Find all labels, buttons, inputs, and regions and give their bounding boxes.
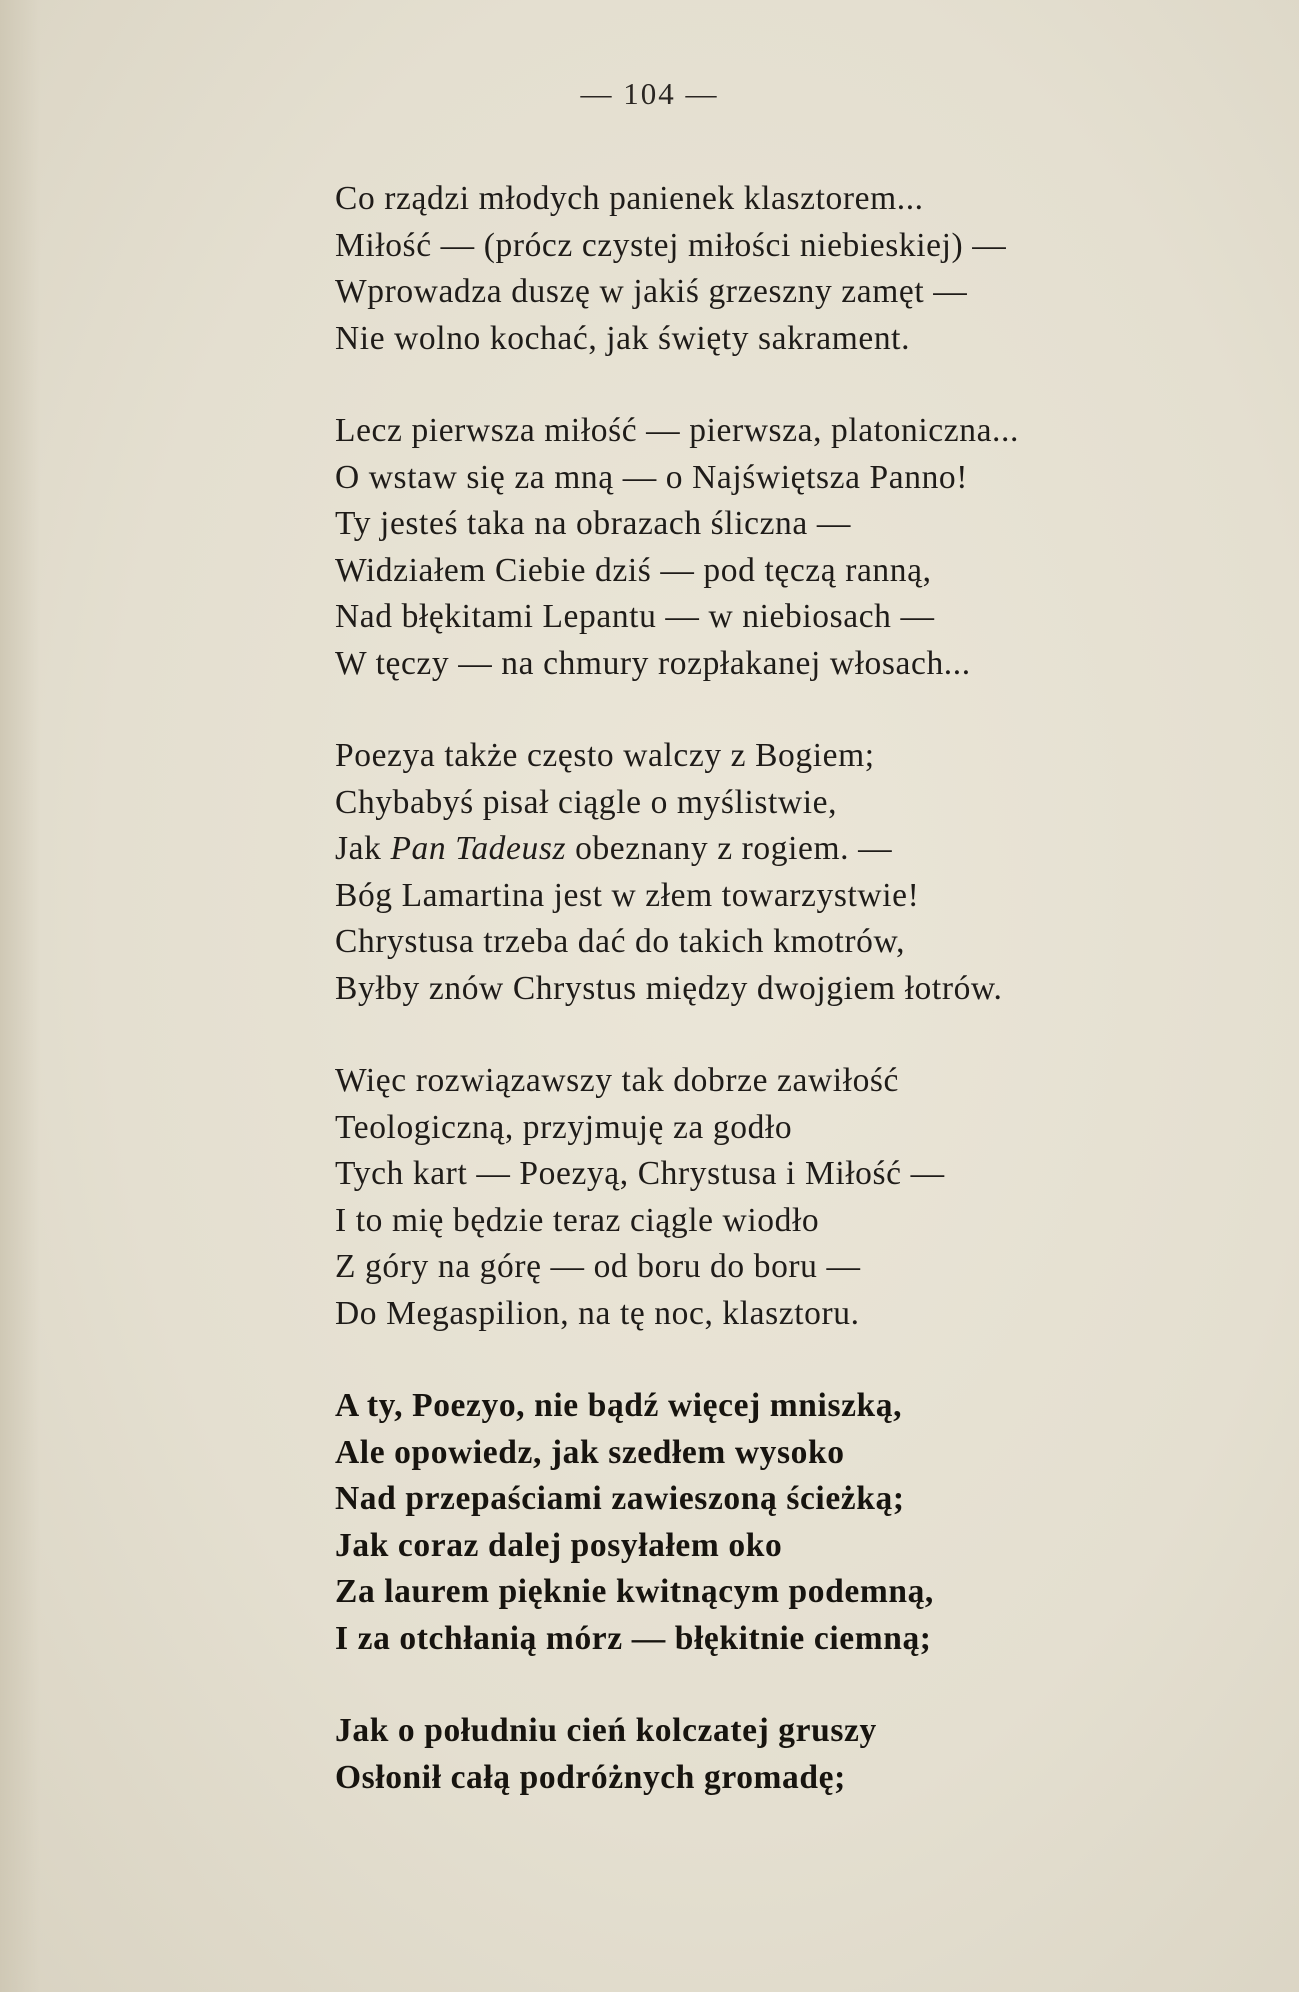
verse-line: Jak o południu cień kolczatej gruszy <box>335 1712 877 1749</box>
stanza-6 <box>335 1708 1235 1801</box>
verse-line: Bóg Lamartina jest w złem towarzystwie! <box>335 876 920 914</box>
verse-line: Ty jesteś taka na obrazach śliczna — <box>335 505 851 542</box>
verse-line: Więc rozwiązawszy tak dobrze zawiłość <box>335 1062 900 1099</box>
verse-line: Poezya także często walczy z Bogiem; <box>335 737 875 774</box>
verse-line: Wprowadza duszę w jakiś grzeszny zamęt — <box>335 273 968 310</box>
verse-line-with-title <box>335 826 1235 873</box>
stanza-1 <box>335 176 1235 362</box>
verse-line: Do Megaspilion, na tę noc, klasztoru. <box>335 1294 860 1332</box>
verse-line: Byłby znów Chrystus między dwojgiem łotrów. <box>335 969 1003 1007</box>
verse-line: Nad błękitami Lepantu — w niebiosach — <box>335 598 935 635</box>
verse-line: Miłość — (prócz czystej miłości niebieskiej) — <box>335 226 1007 264</box>
verse-fragment: obeznany z rogiem. — <box>566 830 893 867</box>
verse-line: I to mię będzie teraz ciągle wiodło <box>335 1201 820 1239</box>
verse-line: Za laurem pięknie kwitnącym podemną, <box>335 1573 934 1610</box>
verse-line: I za otchłanią mórz — błękitnie ciemną; <box>335 1619 932 1657</box>
verse-line: O wstaw się za mną — o Najświętsza Panno! <box>335 458 969 496</box>
verse-line: Tych kart — Poezyą, Chrystusa i Miłość — <box>335 1155 945 1192</box>
verse-line: Osłonił całą podróżnych gromadę; <box>335 1758 846 1796</box>
verse-line: Jak coraz dalej posyłałem oko <box>335 1526 783 1564</box>
verse-line: Z góry na górę — od boru do boru — <box>335 1248 861 1285</box>
verse-line: Co rządzi młodych panienek klasztorem... <box>335 180 924 217</box>
verse-fragment: Jak <box>335 830 391 867</box>
verse-line: Chybabyś pisał ciągle o myślistwie, <box>335 783 838 821</box>
page-number: — 104 — <box>580 76 719 111</box>
stanza-5 <box>335 1383 1235 1662</box>
verse-line: Chrystusa trzeba dać do takich kmotrów, <box>335 923 906 960</box>
verse-line: Nie wolno kochać, jak święty sakrament. <box>335 319 911 357</box>
verse-line: Ale opowiedz, jak szedłem wysoko <box>335 1433 845 1471</box>
stanza-2 <box>335 408 1235 687</box>
stanza-3 <box>335 733 1235 1012</box>
page-gutter-shadow <box>0 0 40 1992</box>
verse-line: W tęczy — na chmury rozpłakanej włosach... <box>335 644 971 682</box>
work-title: Pan Tadeusz <box>390 830 567 867</box>
verse-line: Lecz pierwsza miłość — pierwsza, platoniczna... <box>335 412 1019 449</box>
poem-text <box>335 176 1235 1847</box>
verse-line: Nad przepaściami zawieszoną ścieżką; <box>335 1480 905 1517</box>
verse-line: Teologiczną, przyjmuję za godło <box>335 1108 793 1146</box>
stanza-4 <box>335 1058 1235 1337</box>
verse-line: Widziałem Ciebie dziś — pod tęczą ranną, <box>335 551 932 589</box>
verse-line: A ty, Poezyo, nie bądź więcej mniszką, <box>335 1387 903 1424</box>
